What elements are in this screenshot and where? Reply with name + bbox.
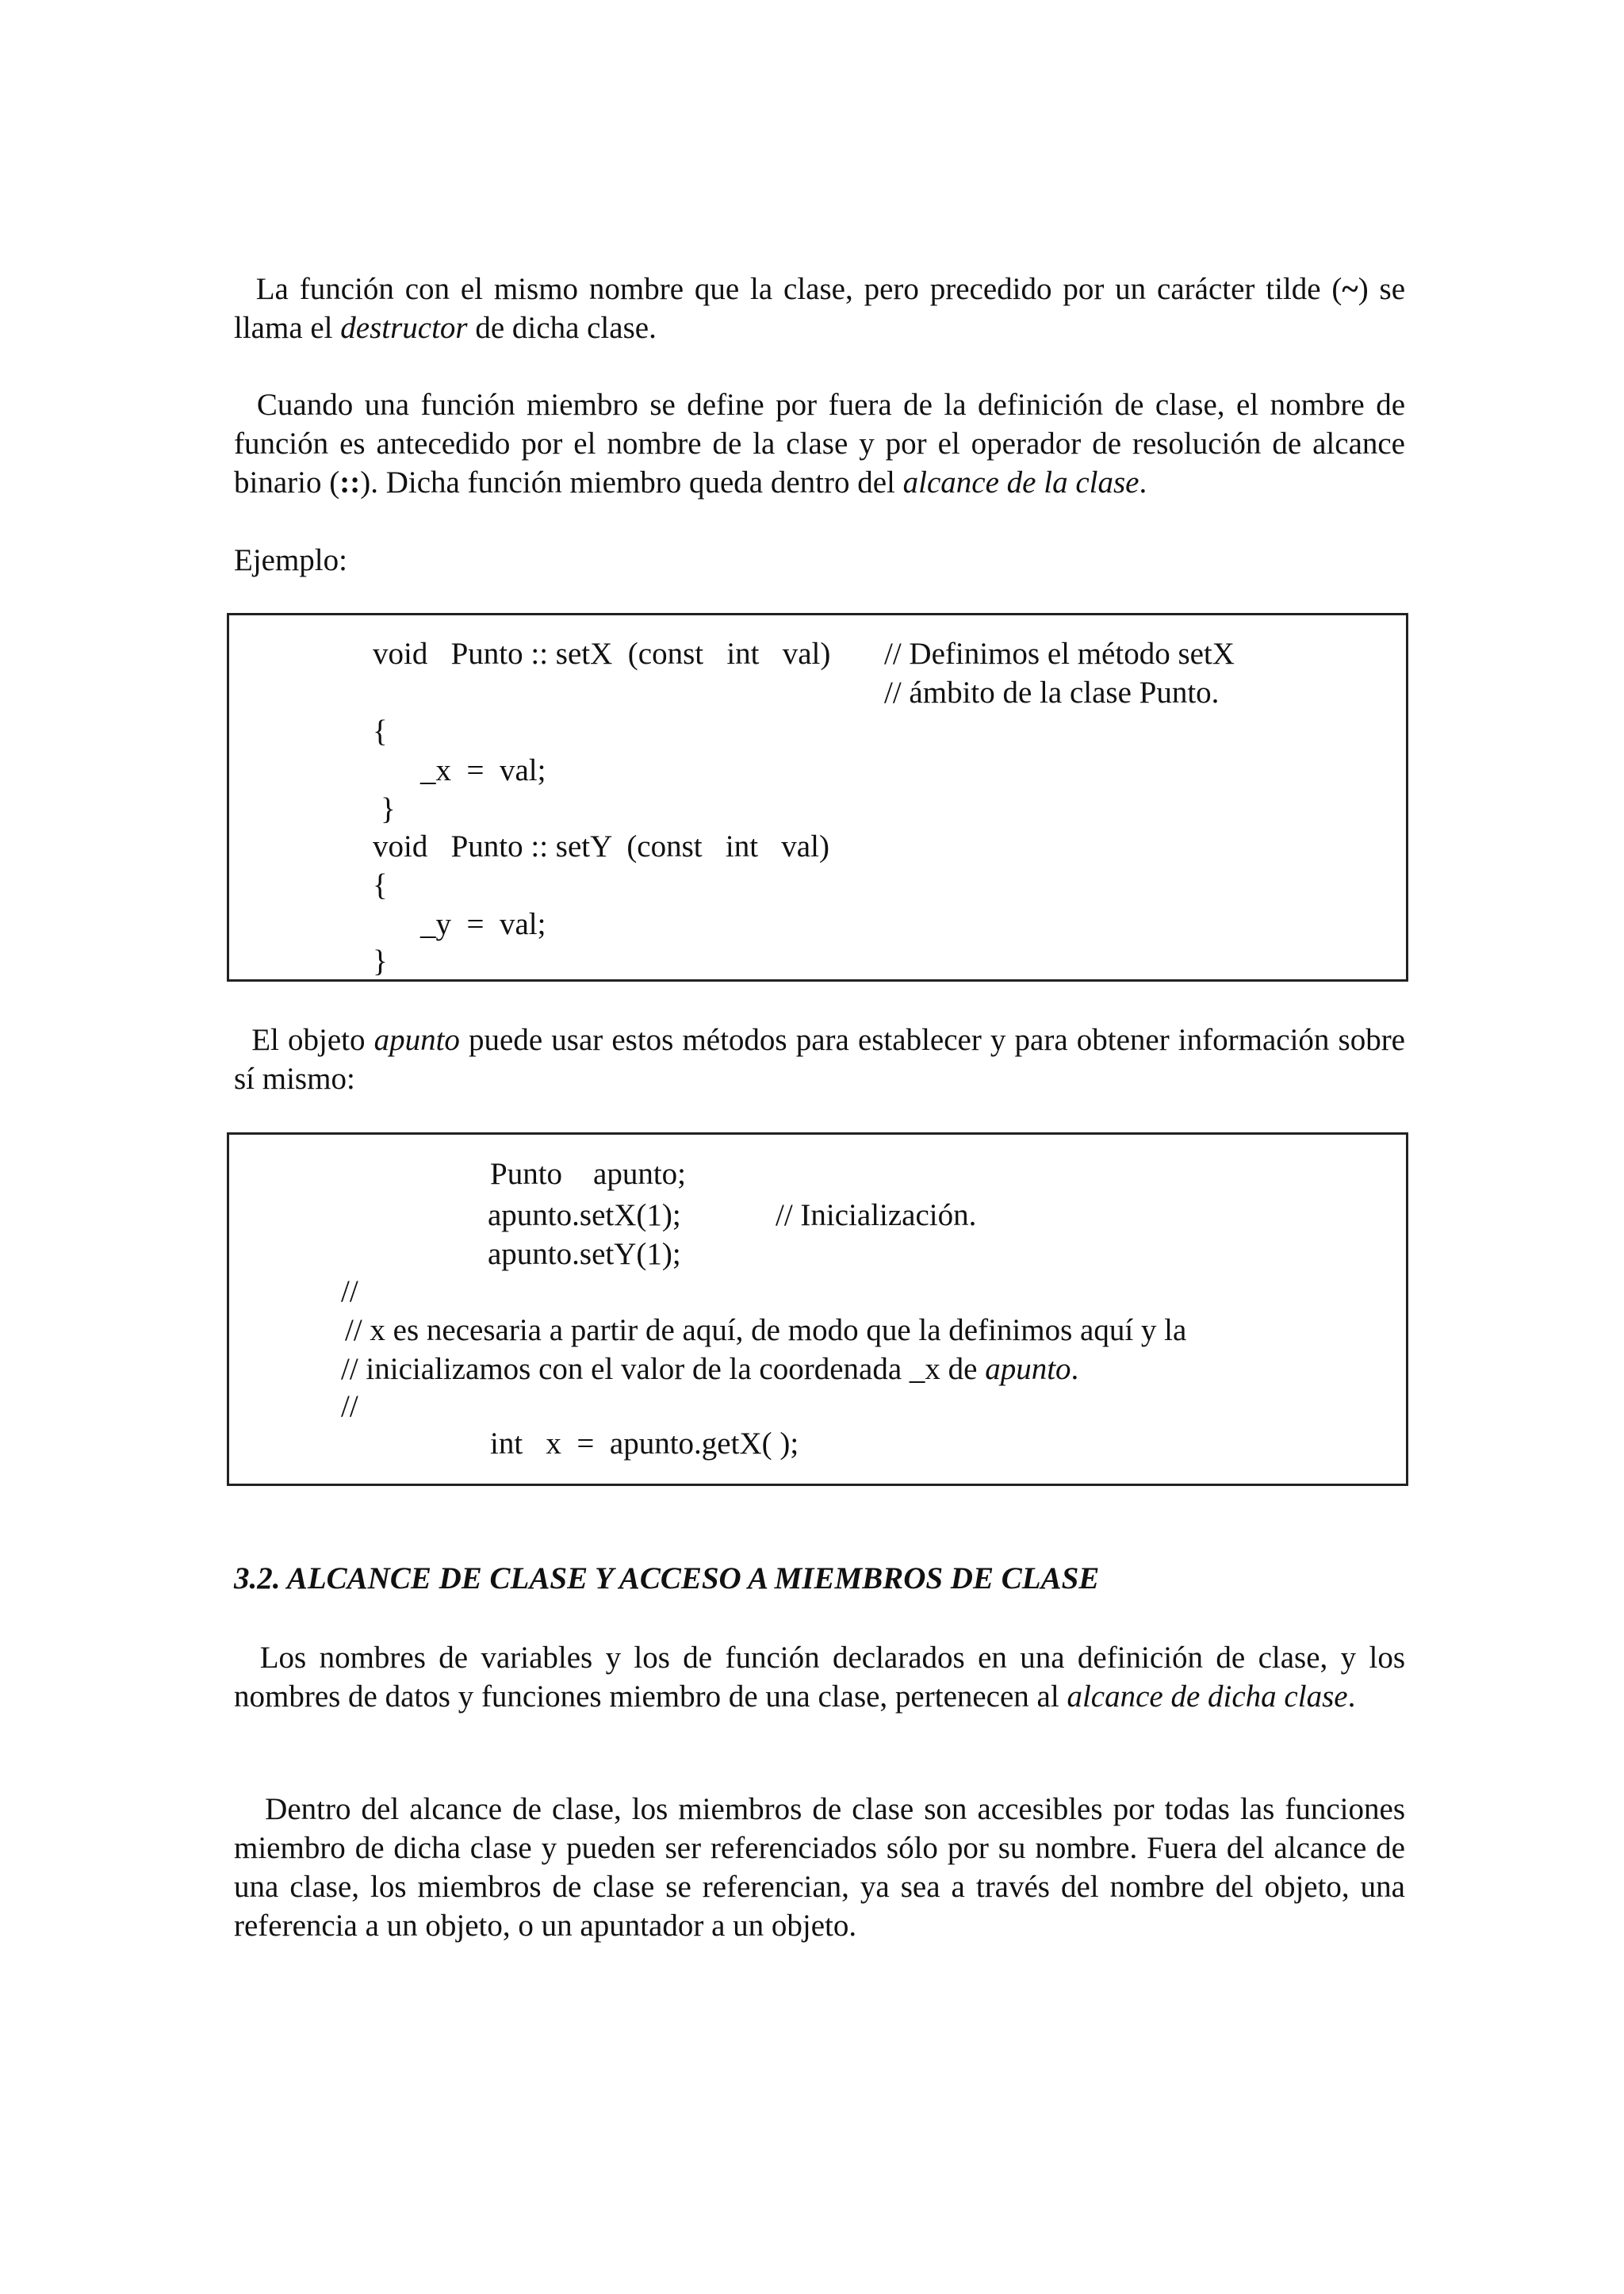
p4-emphasis: alcance de dicha clase — [1067, 1679, 1348, 1714]
code1-assign-y: _y = val; — [420, 907, 546, 941]
paragraph-class-scope — [234, 1638, 1405, 1716]
code-box-apunto — [227, 1132, 1408, 1486]
code2-comment-end: . — [1071, 1352, 1079, 1386]
code2-getx: int x = apunto.getX( ); — [490, 1427, 799, 1461]
paragraph-destructor — [234, 270, 1405, 347]
code1-open-brace-1: { — [373, 714, 388, 749]
scope-operator: :: — [339, 465, 361, 500]
p3-text-end: puede usar estos métodos para establecer y para obtener información sobre sí mismo: — [234, 1023, 1405, 1096]
p2-text-end: . — [1139, 465, 1147, 500]
code2-comment-text: // inicializamos con el valor de la coordenada _x de — [341, 1352, 986, 1386]
example-label: Ejemplo: — [234, 543, 347, 577]
section-heading: 3.2. ALCANCE DE CLASE Y ACCESO A MIEMBROS DE CLASE — [234, 1561, 1100, 1595]
code1-line-sety: void Punto :: setY (const int val) — [373, 829, 829, 864]
p1-text-mid: ) se llama el — [234, 272, 1406, 345]
code1-close-brace-2: } — [373, 944, 388, 978]
paragraph-member-access — [234, 1790, 1405, 1945]
code2-comment-line-2 — [341, 1350, 1078, 1388]
code2-comment-empty-2: // — [341, 1389, 358, 1423]
code1-comment-2: // ámbito de la clase Punto. — [884, 676, 1220, 710]
p1-emphasis: destructor — [340, 311, 468, 345]
code2-comment-line-1: // x es necesaria a partir de aquí, de modo que la definimos aquí y la — [345, 1313, 1187, 1347]
tilde-symbol: ~ — [1342, 272, 1358, 306]
paragraph-scope-operator — [234, 385, 1405, 502]
code1-line-setx: void Punto :: setX (const int val) — [373, 637, 831, 671]
p5-text: Dentro del alcance de clase, los miembros de clase son accesibles por todas las funciones miembro de dicha clase y pueden ser referenciados sólo por su nombre. Fuera del alcance de una clase, los miembros de clase se referencian, ya sea a través del nombre del objeto, una referencia a un objeto, o un apuntador a un objeto. — [234, 1792, 1406, 1943]
code2-comment-init: // Inicialización. — [776, 1198, 977, 1232]
p1-text-end: de dicha clase. — [467, 311, 657, 345]
code2-setx: apunto.setX(1); — [488, 1198, 681, 1232]
code2-sety: apunto.setY(1); — [488, 1237, 681, 1271]
p2-text-mid: ). Dicha función miembro queda dentro del — [360, 465, 903, 500]
code1-close-brace-1: } — [381, 792, 396, 826]
p3-text: El objeto — [251, 1023, 374, 1057]
p3-emphasis: apunto — [373, 1023, 460, 1057]
code2-declaration: Punto apunto; — [490, 1157, 687, 1191]
code1-open-brace-2: { — [373, 868, 388, 902]
code1-assign-x: _x = val; — [420, 753, 546, 787]
p4-text-end: . — [1347, 1679, 1356, 1714]
p2-text: Cuando una función miembro se define por fuera de la definición de clase, el nombre de función es antecedido por el nombre de la clase y por el operador de resolución de alcance binario ( — [234, 388, 1406, 500]
p2-emphasis: alcance de la clase — [902, 465, 1139, 500]
code2-comment-emphasis: apunto — [985, 1352, 1071, 1386]
p1-text: La función con el mismo nombre que la clase, pero precedido por un carácter tilde ( — [255, 272, 1342, 306]
p4-text: Los nombres de variables y los de función declarados en una definición de clase, y los nombres de datos y funciones miembro de una clase, pertenecen al — [234, 1641, 1405, 1714]
paragraph-apunto-methods — [234, 1021, 1405, 1098]
code2-comment-empty-1: // — [341, 1274, 358, 1308]
code1-comment-1: // Definimos el método setX — [884, 637, 1235, 671]
